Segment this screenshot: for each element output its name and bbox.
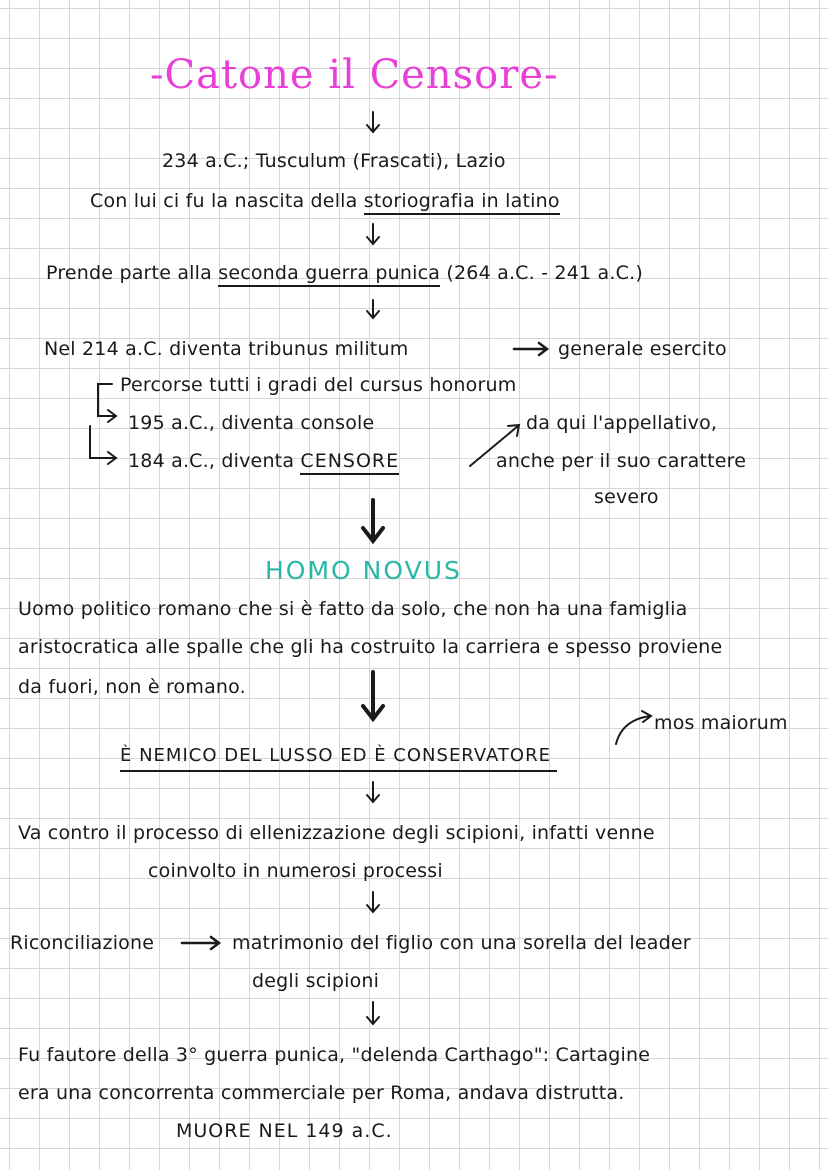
reconciliation-line-1: matrimonio del figlio con una sorella del leader [232, 932, 691, 954]
tribune-line: Nel 214 a.C. diventa tribunus militum [44, 338, 409, 360]
arrow-down-icon [366, 222, 380, 248]
appellative-line-2: anche per il suo carattere [496, 450, 747, 472]
carthage-line-1: Fu fautore della 3° guerra punica, "delenda Carthago": Cartagine [18, 1044, 651, 1066]
homo-novus-line-2: aristocratica alle spalle che gli ha costruito la carriera e spesso proviene [18, 636, 723, 658]
hellenization-line-2: coinvolto in numerosi processi [148, 860, 443, 882]
intro-highlight: storiografia in latino [364, 190, 560, 215]
bracket-icon [82, 380, 122, 470]
reconciliation-label: Riconciliazione [10, 932, 155, 954]
birth-line: 234 a.C.; Tusculum (Frascati), Lazio [162, 150, 506, 172]
hellenization-line-1: Va contro il processo di ellenizzazione degli scipioni, infatti venne [18, 822, 655, 844]
arrow-right-icon [512, 341, 552, 357]
homo-novus-line-3: da fuori, non è romano. [18, 676, 246, 698]
censor-line [128, 450, 399, 472]
arrow-curved-icon [612, 708, 656, 748]
arrow-down-bold-icon [360, 498, 386, 546]
war-dates: (264 a.C. - 241 a.C.) [440, 262, 643, 284]
appellative-line-3: severo [594, 486, 659, 508]
death-line: MUORE NEL 149 a.C. [176, 1120, 393, 1142]
homo-novus-heading: HOMO NOVUS [265, 556, 462, 585]
arrow-down-icon [366, 1000, 380, 1028]
intro-line [90, 190, 560, 212]
arrow-down-icon [366, 298, 380, 322]
censor-prefix: 184 a.C., diventa [128, 450, 301, 472]
arrow-down-icon [366, 780, 380, 806]
tribune-result: generale esercito [558, 338, 727, 360]
arrow-down-icon [366, 110, 380, 136]
reconciliation-line-2: degli scipioni [252, 970, 380, 992]
war-prefix: Prende parte alla [46, 262, 219, 284]
cursus-line: Percorse tutti i gradi del cursus honorum [120, 374, 517, 396]
war-line [46, 262, 643, 284]
carthage-line-2: era una concorrenta commerciale per Roma, andava distrutta. [18, 1082, 625, 1104]
mos-maiorum-label: mos maiorum [654, 712, 788, 734]
arrow-down-icon [366, 890, 380, 916]
page-title: -Catone il Censore- [150, 52, 559, 98]
war-highlight: seconda guerra punica [218, 262, 440, 287]
intro-prefix: Con lui ci fu la nascita della [90, 190, 364, 212]
appellative-line-1: da qui l'appellativo, [526, 412, 718, 434]
arrow-down-bold-icon [360, 670, 386, 724]
consul-line: 195 a.C., diventa console [128, 412, 375, 434]
censor-highlight: CENSORE [300, 450, 399, 475]
homo-novus-line-1: Uomo politico romano che si è fatto da solo, che non ha una famiglia [18, 598, 688, 620]
enemy-luxury-line: È NEMICO DEL LUSSO ED È CONSERVATORE [120, 745, 557, 772]
arrow-right-icon [180, 935, 224, 951]
